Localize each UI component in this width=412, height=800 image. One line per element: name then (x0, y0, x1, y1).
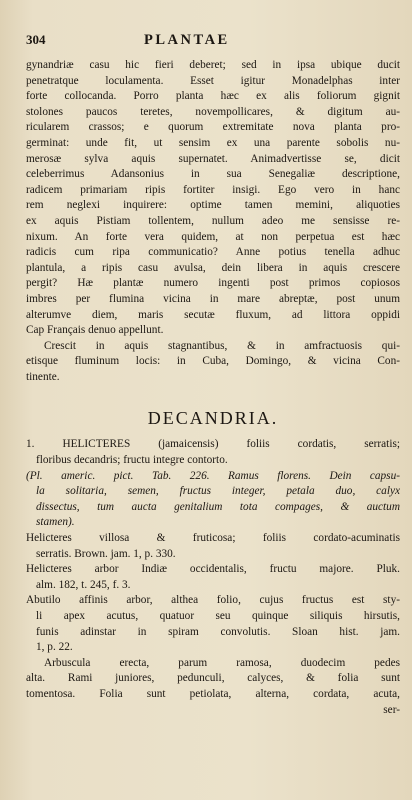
catchword: ser- (383, 703, 400, 716)
text-line: plantula, a ripis casu avulsa, dein libera in aquis crescere (26, 261, 400, 274)
text-line: pergit? Hæ plantæ numero ingenti post primos copiosos (26, 277, 400, 290)
text-line: Crescit in aquis stagnantibus, & in amfractuosis qui- (44, 339, 400, 352)
text-line: germinat: unde fit, ut sensim ex una parente sobolis nu- (26, 136, 400, 149)
text-line: Cap Français denuo appellunt. (26, 324, 164, 337)
text-line: merosæ sylva aquis supernatet. Animadvertisse se, dicit (26, 152, 400, 165)
text-line: ex aquis Pistiam tollentem, nullum adeo me sensisse re- (26, 214, 400, 227)
spacer (26, 385, 400, 405)
reference-line: funis adinstar in spiram convolutis. Sloan hist. jam. (36, 625, 400, 638)
text-line: radicis cum ripa communicatio? Anne potius tenella adhuc (26, 246, 400, 259)
synonym-line: dissectus, tum aucta genitalium tota compages, & auctum (36, 500, 400, 513)
reference-line: serratis. Brown. jam. 1, p. 330. (36, 547, 176, 560)
reference-line: Helicteres arbor Indiæ occidentalis, fructu majore. Pluk. (26, 563, 400, 576)
entry-title-line: floribus decandris; fructu integre contorto. (36, 454, 228, 467)
text-line: radicem primariam ripis fortiter insigi. Ego vero in hanc (26, 183, 400, 196)
species-entry (26, 437, 400, 718)
text-line: rem neglexi inquirere: optime tamen memini, aliquoties (26, 199, 400, 212)
text-line: imbres per flumina vicina in mare abreptæ, post unum (26, 292, 400, 305)
page-number: 304 (26, 32, 46, 47)
synonym-line: la solitaria, semen, fructus integer, petala duo, calyx (36, 485, 400, 498)
text-line: etisque fluminum locis: in Cuba, Domingo, & vicina Con- (26, 355, 400, 368)
description-line: Arbuscula erecta, parum ramosa, duodecim pedes (44, 656, 400, 669)
text-line: nixum. An forte vera quidem, at non perpetua est hæc (26, 230, 400, 243)
section-heading: DECANDRIA. (147, 408, 279, 429)
reference-line: alm. 182, t. 245, f. 3. (36, 578, 131, 591)
reference-line: 1, p. 22. (36, 641, 73, 654)
paragraph-habitat (26, 339, 400, 386)
reference-line: li apex acutus, quatuor seu quinque siliquis hirsutis, (36, 610, 400, 622)
running-head (26, 32, 400, 54)
synonym-line: stamen). (36, 516, 75, 529)
running-title: PLANTAE (144, 32, 230, 48)
text-line: ricularem crassos; e quorum extremitate nova planta pro- (26, 121, 400, 134)
text-line: stolones paucos teretes, novempollicares, & digitum au- (26, 105, 400, 118)
entry-title-line: 1. HELICTERES (jamaicensis) foliis cordatis, serratis; (26, 438, 400, 451)
text-line: celeberrimus Adansonius in sua Senegaliæ descriptione, (26, 168, 400, 181)
text-line: penetratque loculamenta. Esset igitur Monadelphas inter (26, 74, 400, 87)
text-line: tinente. (26, 370, 60, 383)
paragraph-pistia (26, 58, 400, 339)
text-line: gynandriæ casu hic fieri deberet; sed in ipsa ubique ducit (26, 59, 400, 71)
description-line: tomentosa. Folia sunt petiolata, alterna, cordata, acuta, (26, 687, 400, 700)
reference-line: Helicteres villosa & fruticosa; foliis cordato-acuminatis (26, 532, 400, 545)
reference-line: Abutilo affinis arbor, althea folio, cujus fructus est sty- (26, 594, 400, 607)
description-line: alta. Rami juniores, pedunculi, calyces, & folia sunt (26, 672, 400, 685)
synonym-line: (Pl. americ. pict. Tab. 226. Ramus florens. Dein capsu- (26, 469, 400, 482)
text-line: forte collocanda. Porro planta hæc ex alis foliorum gignit (26, 90, 400, 103)
text-line: alterumve diem, maris secutæ fluxum, ad littora oppidi (26, 308, 400, 321)
